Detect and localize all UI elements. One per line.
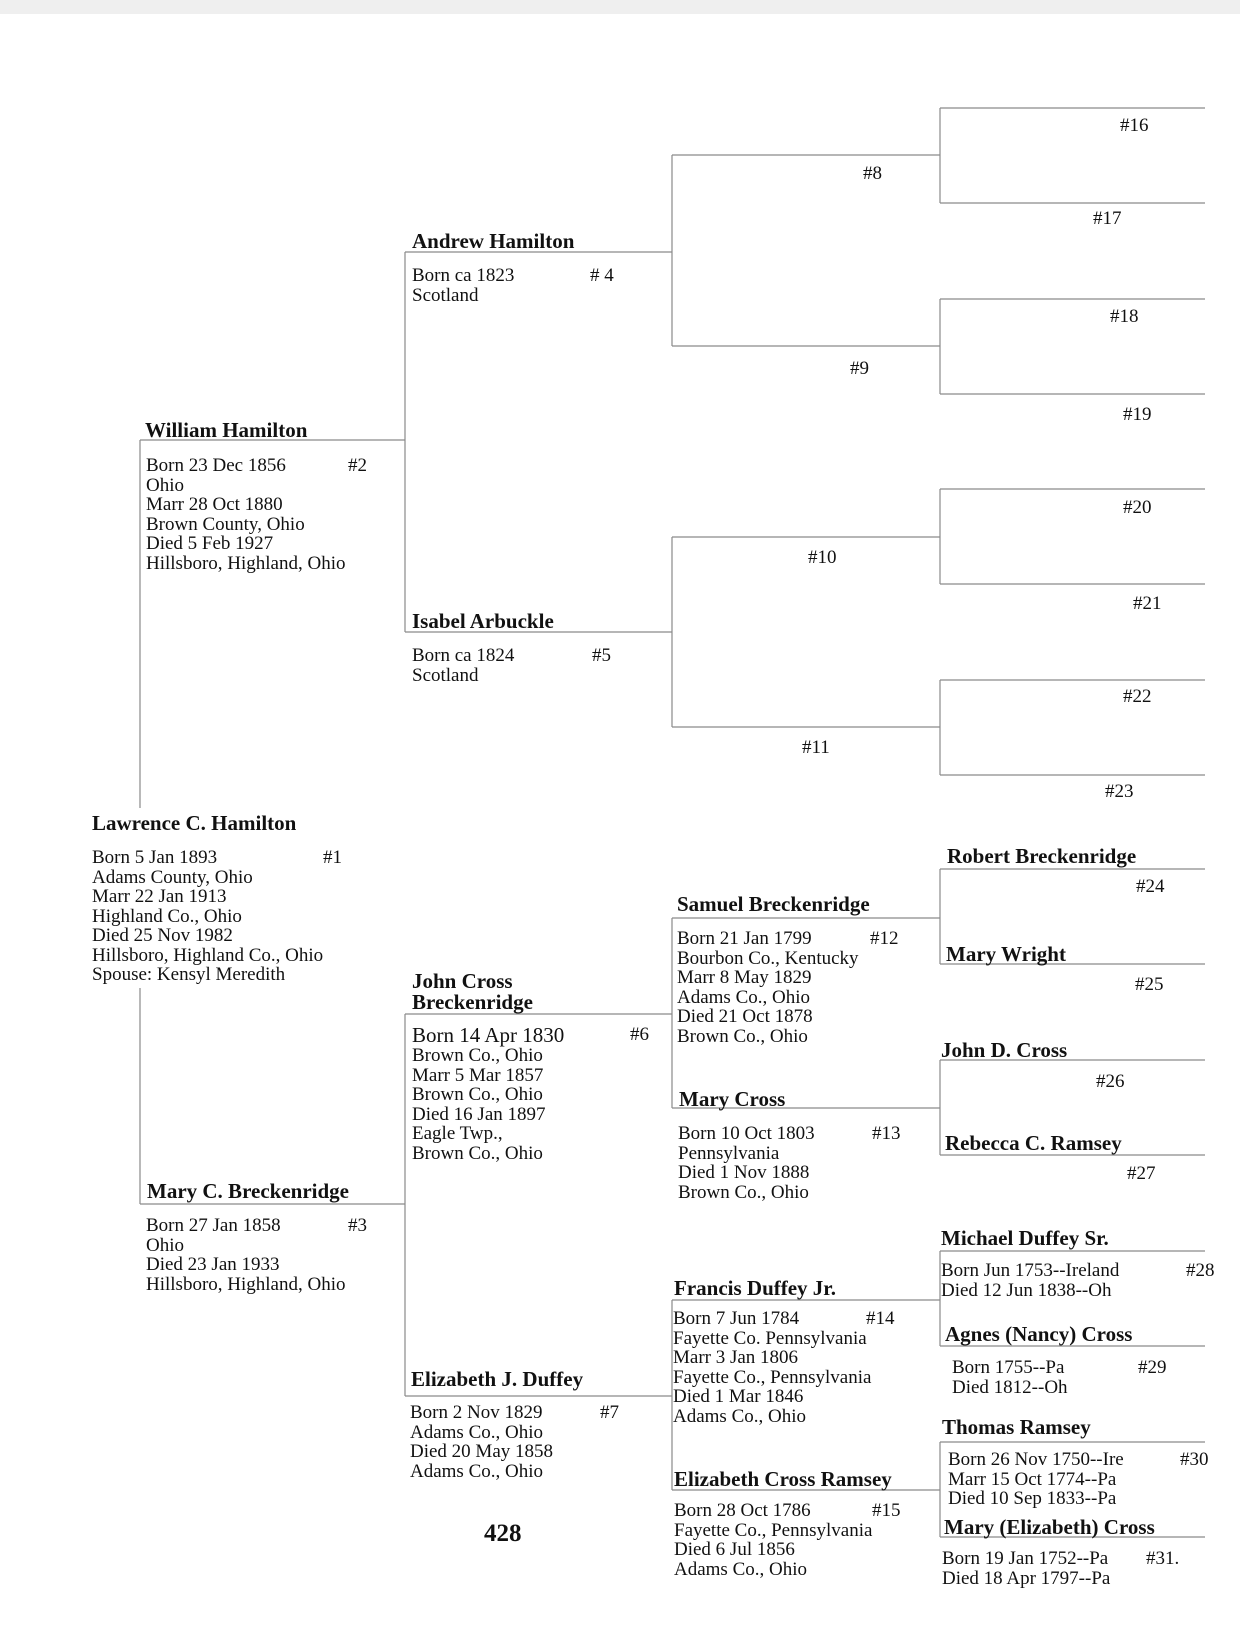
person-28-number: #28 [1186,1260,1215,1281]
person-26-name: John D. Cross [941,1038,1068,1062]
person-29-line: Died 1812--Oh [952,1376,1068,1398]
person-7-number: #7 [600,1402,619,1423]
person-3-line: Hillsboro, Highland, Ohio [146,1273,346,1295]
person-14-line: Born 7 Jun 1784 [673,1308,800,1329]
person-14-line: Fayette Co., Pennsylvania [673,1366,872,1388]
slot-8-number: #8 [863,163,882,184]
person-1-line: Born 5 Jan 1893 [92,847,218,868]
person-13-line: Born 10 Oct 1803 [678,1123,815,1144]
person-12-line: Died 21 Oct 1878 [677,1006,813,1027]
person-12-number: #12 [870,928,899,949]
slot-23-number: #23 [1105,781,1134,802]
person-30-line: Died 10 Sep 1833--Pa [948,1488,1117,1509]
person-30-details [948,1450,1124,1509]
person-14-line: Fayette Co. Pennsylvania [673,1327,867,1349]
person-14-details [673,1309,871,1426]
person-28-details [941,1261,1119,1300]
person-15-line: Born 28 Oct 1786 [674,1500,811,1521]
person-2-line: Marr 28 Oct 1880 [146,494,283,515]
person-12-line: Born 21 Jan 1799 [677,928,812,949]
person-25-name: Mary Wright [946,942,1066,966]
slot-16-number: #16 [1120,115,1149,136]
person-12-line: Adams Co., Ohio [677,986,810,1008]
person-15-details [674,1501,872,1579]
person-15-number: #15 [872,1500,901,1521]
slot-20-number: #20 [1123,497,1152,518]
person-13-number: #13 [872,1123,901,1144]
person-14-line: Adams Co., Ohio [673,1405,806,1427]
person-28-name: Michael Duffey Sr. [941,1226,1109,1250]
person-7-line: Adams Co., Ohio [410,1421,543,1443]
person-4-number: # 4 [590,265,614,286]
person-4-line: Scotland [412,284,479,306]
person-4-details [412,266,514,305]
person-6-number: #6 [630,1024,649,1045]
person-15-name: Elizabeth Cross Ramsey [674,1467,892,1491]
person-2-line: Brown County, Ohio [146,513,305,535]
person-6-line: Died 16 Jan 1897 [412,1103,546,1125]
person-28-line: Died 12 Jun 1838--Oh [941,1279,1112,1301]
person-3-line: Died 23 Jan 1933 [146,1254,280,1275]
person-29-name: Agnes (Nancy) Cross [945,1322,1133,1346]
person-12-name: Samuel Breckenridge [677,892,870,916]
person-1-name: Lawrence C. Hamilton [92,811,297,835]
person-6-line: Marr 5 Mar 1857 [412,1064,544,1086]
person-26-number: #26 [1096,1071,1125,1092]
person-29-number: #29 [1138,1357,1167,1378]
person-3-name: Mary C. Breckenridge [147,1179,349,1203]
person-12-line: Marr 8 May 1829 [677,967,812,988]
slot-10-number: #10 [808,547,837,568]
person-24-number: #24 [1136,876,1165,897]
person-15-line: Fayette Co., Pennsylvania [674,1519,873,1541]
person-7-line: Died 20 May 1858 [410,1441,554,1462]
person-1-number: #1 [323,847,342,868]
person-6-name-line1: John Cross [412,969,513,993]
person-4-line: Born ca 1823 [412,265,515,286]
person-1-line: Died 25 Nov 1982 [92,925,233,946]
person-14-line: Marr 3 Jan 1806 [673,1347,799,1368]
person-7-line: Adams Co., Ohio [410,1460,543,1482]
person-1-line: Highland Co., Ohio [92,905,242,927]
person-2-number: #2 [348,455,367,476]
person-29-line: Born 1755--Pa [952,1357,1065,1378]
slot-9-number: #9 [850,358,869,379]
person-31-details [942,1549,1110,1588]
person-28-line: Born Jun 1753--Ireland [941,1260,1120,1281]
person-3-line: Born 27 Jan 1858 [146,1215,281,1236]
person-1-line: Marr 22 Jan 1913 [92,886,227,907]
person-30-number: #30 [1180,1449,1209,1470]
slot-19-number: #19 [1123,404,1152,425]
person-7-name: Elizabeth J. Duffey [411,1367,584,1391]
person-1-line: Spouse: Kensyl Meredith [92,964,286,985]
person-13-details [678,1124,815,1202]
person-6-details [412,1024,564,1163]
person-5-line: Born ca 1824 [412,645,515,666]
person-7-details [410,1403,553,1481]
person-24-name: Robert Breckenridge [947,844,1137,868]
person-27-number: #27 [1127,1163,1156,1184]
person-5-number: #5 [592,645,611,666]
slot-18-number: #18 [1110,306,1139,327]
person-12-line: Bourbon Co., Kentucky [677,947,859,969]
person-5-line: Scotland [412,664,479,686]
person-14-name: Francis Duffey Jr. [674,1276,836,1300]
person-2-details [146,456,346,573]
person-30-line: Marr 15 Oct 1774--Pa [948,1468,1117,1490]
person-27-name: Rebecca C. Ramsey [945,1131,1122,1155]
person-13-line: Died 1 Nov 1888 [678,1162,810,1183]
person-30-line: Born 26 Nov 1750--Ire [948,1449,1124,1470]
person-1-line: Hillsboro, Highland Co., Ohio [92,944,324,966]
person-5-details [412,646,514,685]
person-1-details [92,848,323,985]
person-31-name: Mary (Elizabeth) Cross [944,1515,1155,1539]
person-12-line: Brown Co., Ohio [677,1025,808,1047]
person-6-line: Born 14 Apr 1830 [412,1023,565,1047]
slot-22-number: #22 [1123,686,1152,707]
person-15-line: Adams Co., Ohio [674,1558,807,1580]
person-6-line: Brown Co., Ohio [412,1142,543,1164]
person-13-name: Mary Cross [679,1087,786,1111]
person-30-name: Thomas Ramsey [942,1415,1091,1439]
person-2-line: Hillsboro, Highland, Ohio [146,552,346,574]
person-12-details [677,929,859,1046]
page-number: 428 [484,1520,522,1547]
person-6-line: Brown Co., Ohio [412,1045,543,1066]
person-3-number: #3 [348,1215,367,1236]
slot-21-number: #21 [1133,593,1162,614]
person-15-line: Died 6 Jul 1856 [674,1539,795,1560]
person-2-line: Died 5 Feb 1927 [146,533,274,554]
person-6-line: Eagle Twp., [412,1123,503,1144]
person-6-line: Brown Co., Ohio [412,1084,543,1105]
person-4-name: Andrew Hamilton [412,229,575,253]
person-29-details [952,1358,1068,1397]
person-25-number: #25 [1135,974,1164,995]
person-2-line: Born 23 Dec 1856 [146,455,286,476]
person-31-line: Died 18 Apr 1797--Pa [942,1567,1111,1589]
person-14-number: #14 [866,1308,895,1329]
person-2-name: William Hamilton [145,418,308,442]
slot-11-number: #11 [802,737,830,758]
person-7-line: Born 2 Nov 1829 [410,1402,543,1423]
person-31-line: Born 19 Jan 1752--Pa [942,1548,1109,1569]
person-2-line: Ohio [146,474,184,496]
person-14-line: Died 1 Mar 1846 [673,1386,804,1407]
person-5-name: Isabel Arbuckle [412,609,554,633]
person-1-line: Adams County, Ohio [92,866,253,888]
person-13-line: Pennsylvania [678,1142,780,1164]
person-3-details [146,1216,346,1294]
slot-17-number: #17 [1093,208,1122,229]
person-6-name-line2: Breckenridge [412,990,533,1014]
person-13-line: Brown Co., Ohio [678,1181,809,1203]
person-3-line: Ohio [146,1234,184,1256]
person-31-number: #31. [1146,1548,1180,1569]
